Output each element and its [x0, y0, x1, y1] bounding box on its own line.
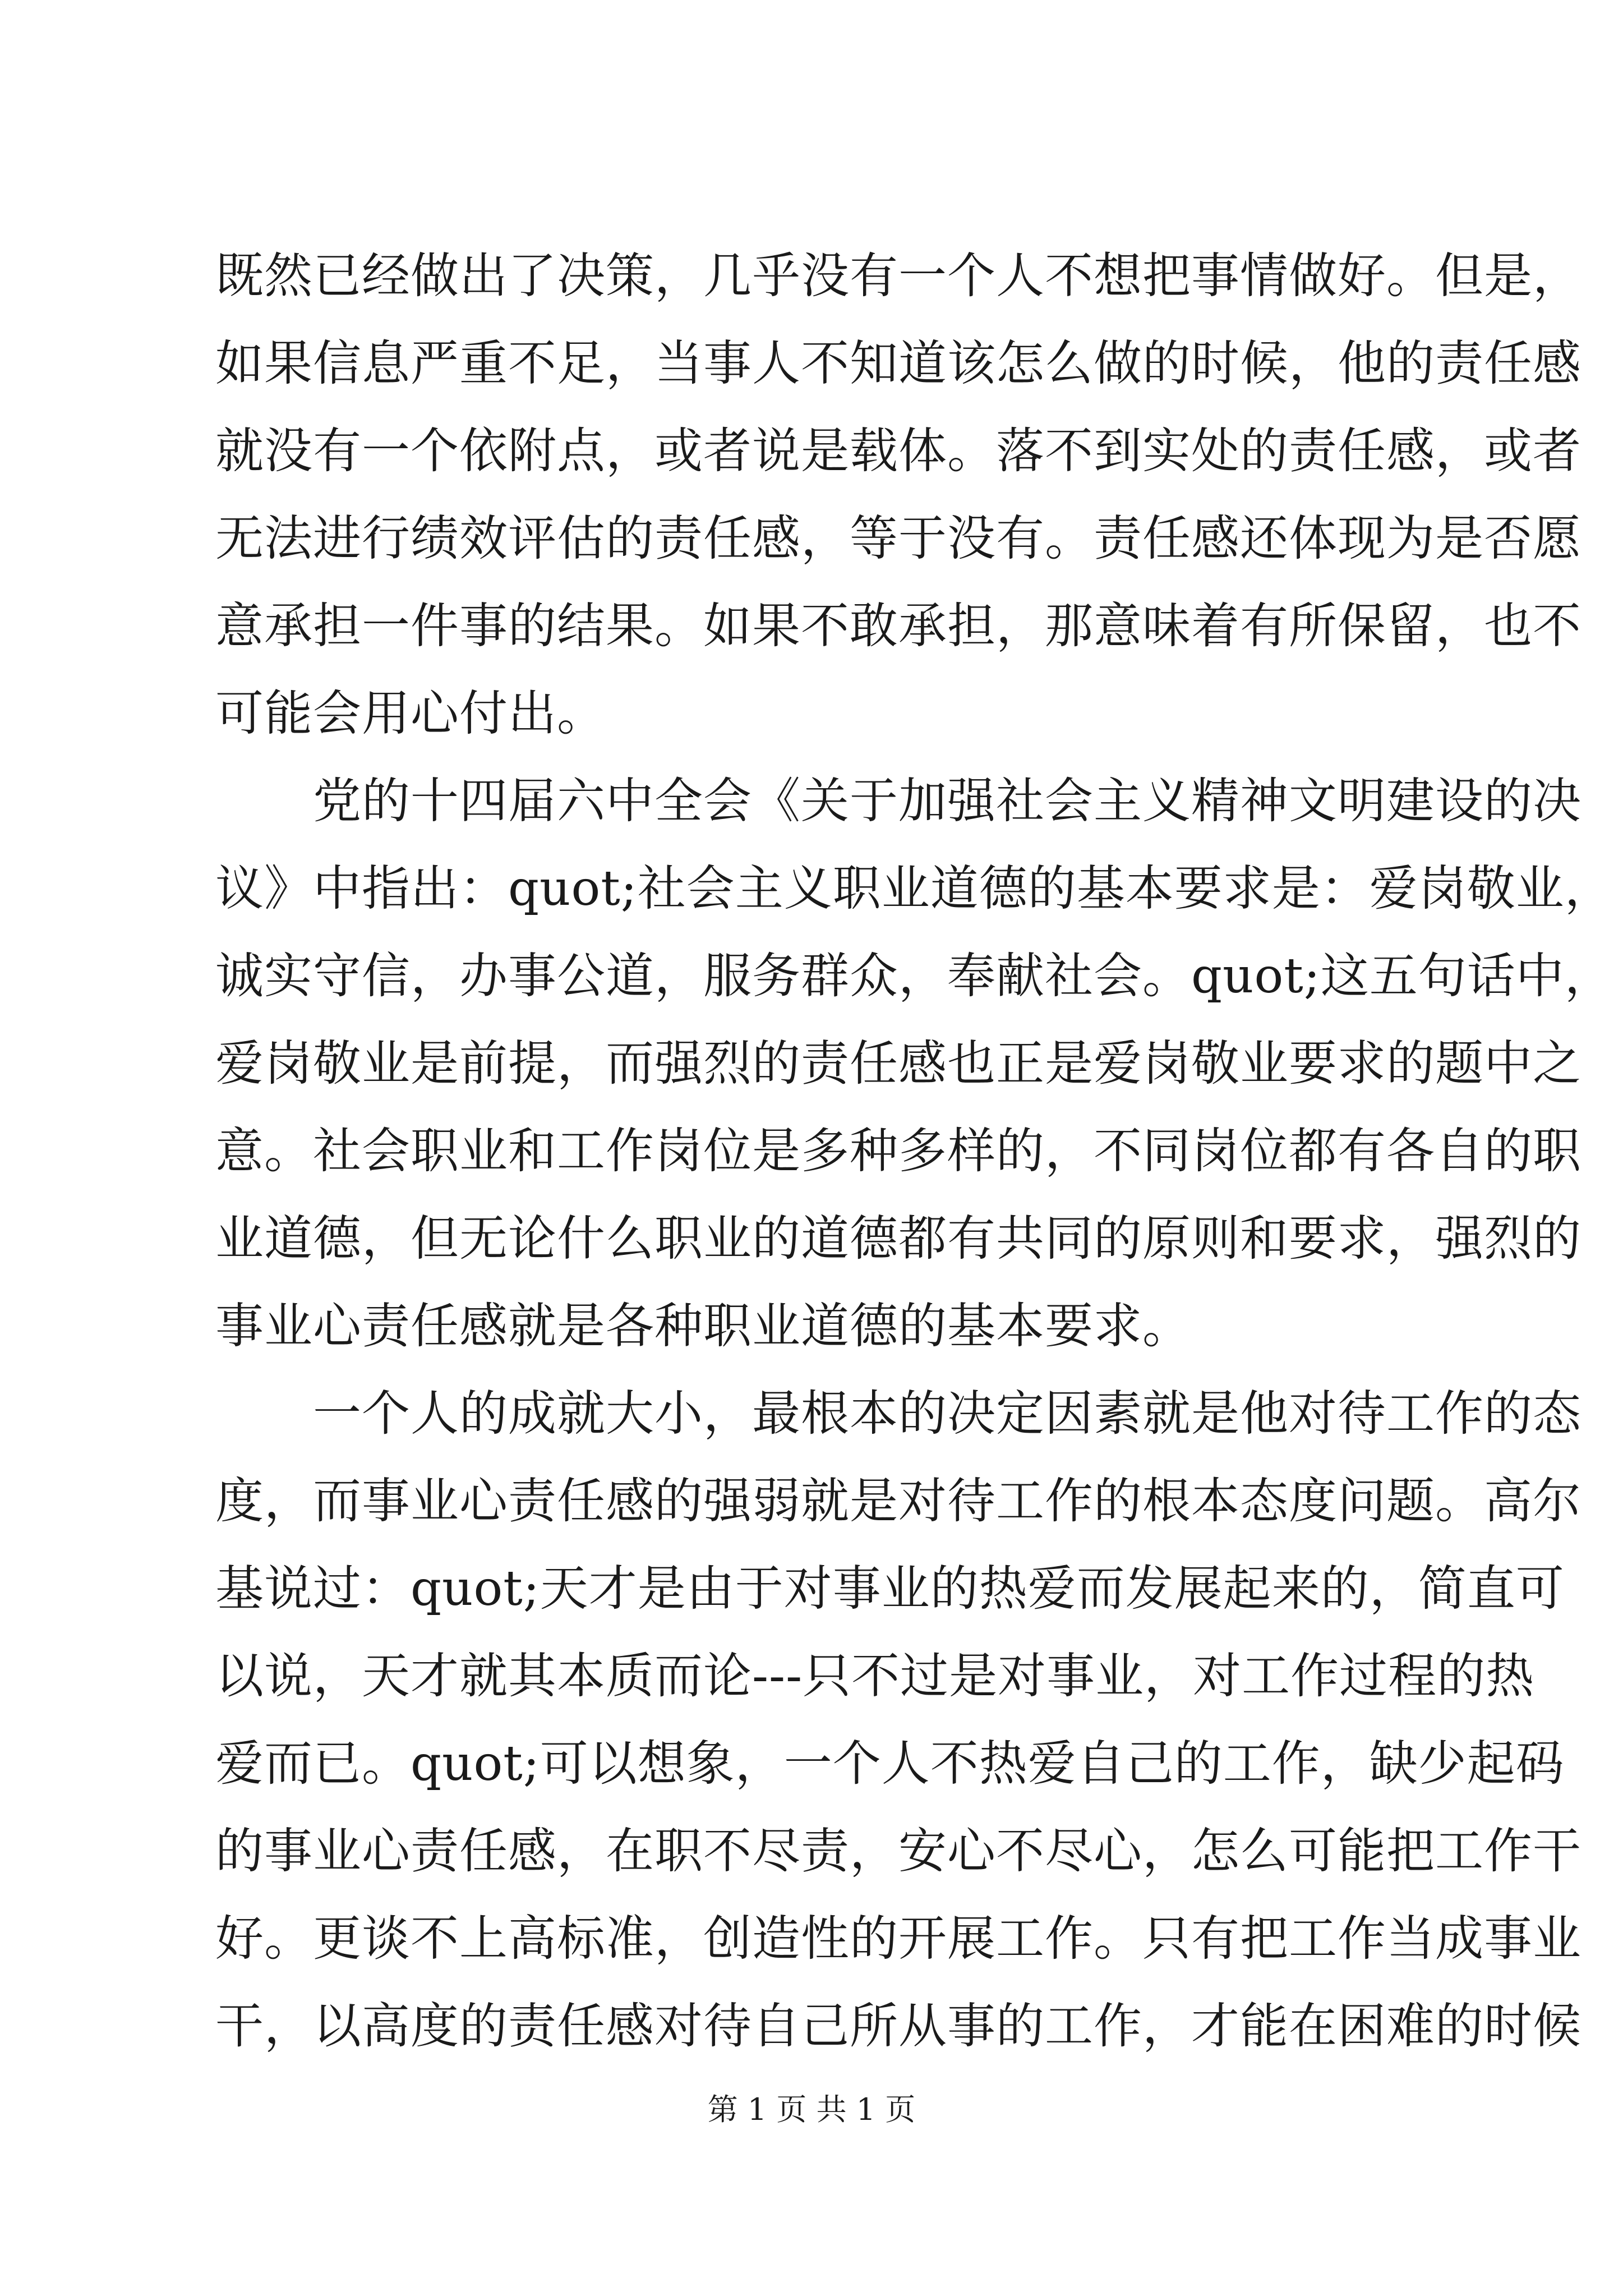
text-line: 党的十四届六中全会《关于加强社会主义精神文明建设的决 [215, 773, 1581, 829]
text-line: 如果信息严重不足，当事人不知道该怎么做的时候，他的责任感 [215, 335, 1581, 392]
text-line: 意承担一件事的结果。如果不敢承担，那意味着有所保留，也不 [215, 598, 1581, 654]
body-text [215, 232, 1613, 2070]
page-footer [0, 2090, 1623, 2129]
text-line: 以说，天才就其本质而论---只不过是对事业，对工作过程的热 [215, 1648, 1535, 1704]
text-line: 既然已经做出了决策，几乎没有一个人不想把事情做好。但是， [215, 248, 1581, 304]
text-line: 好。更谈不上高标准，创造性的开展工作。只有把工作当成事业 [215, 1911, 1581, 1967]
text-line: 干，以高度的责任感对待自己所从事的工作，才能在困难的时候 [215, 1998, 1581, 2054]
text-line: 爱而已。quot;可以想象，一个人不热爱自己的工作，缺少起码 [215, 1736, 1565, 1792]
text-line: 就没有一个依附点，或者说是载体。落不到实处的责任感，或者 [215, 423, 1581, 479]
text-line: 基说过：quot;天才是由于对事业的热爱而发展起来的，简直可 [215, 1561, 1565, 1617]
text-line: 一个人的成就大小，最根本的决定因素就是他对待工作的态 [215, 1386, 1581, 1442]
text-line: 业道德，但无论什么职业的道德都有共同的原则和要求，强烈的 [215, 1211, 1581, 1267]
page-number-label: 第 1 页 共 1 页 [707, 2092, 916, 2127]
text-line: 度，而事业心责任感的强弱就是对待工作的根本态度问题。高尔 [215, 1473, 1581, 1529]
text-line: 爱岗敬业是前提，而强烈的责任感也正是爱岗敬业要求的题中之 [215, 1036, 1581, 1092]
text-line: 事业心责任感就是各种职业道德的基本要求。 [215, 1298, 1191, 1354]
text-line: 的事业心责任感，在职不尽责，安心不尽心，怎么可能把工作干 [215, 1823, 1581, 1879]
text-line: 诚实守信，办事公道，服务群众，奉献社会。quot;这五句话中， [215, 948, 1613, 1004]
text-line: 议》中指出：quot;社会主义职业道德的基本要求是：爱岗敬业， [215, 861, 1613, 917]
text-line: 可能会用心付出。 [215, 685, 606, 742]
text-line: 意。社会职业和工作岗位是多种多样的，不同岗位都有各自的职 [215, 1123, 1581, 1179]
text-line: 无法进行绩效评估的责任感，等于没有。责任感还体现为是否愿 [215, 510, 1581, 567]
